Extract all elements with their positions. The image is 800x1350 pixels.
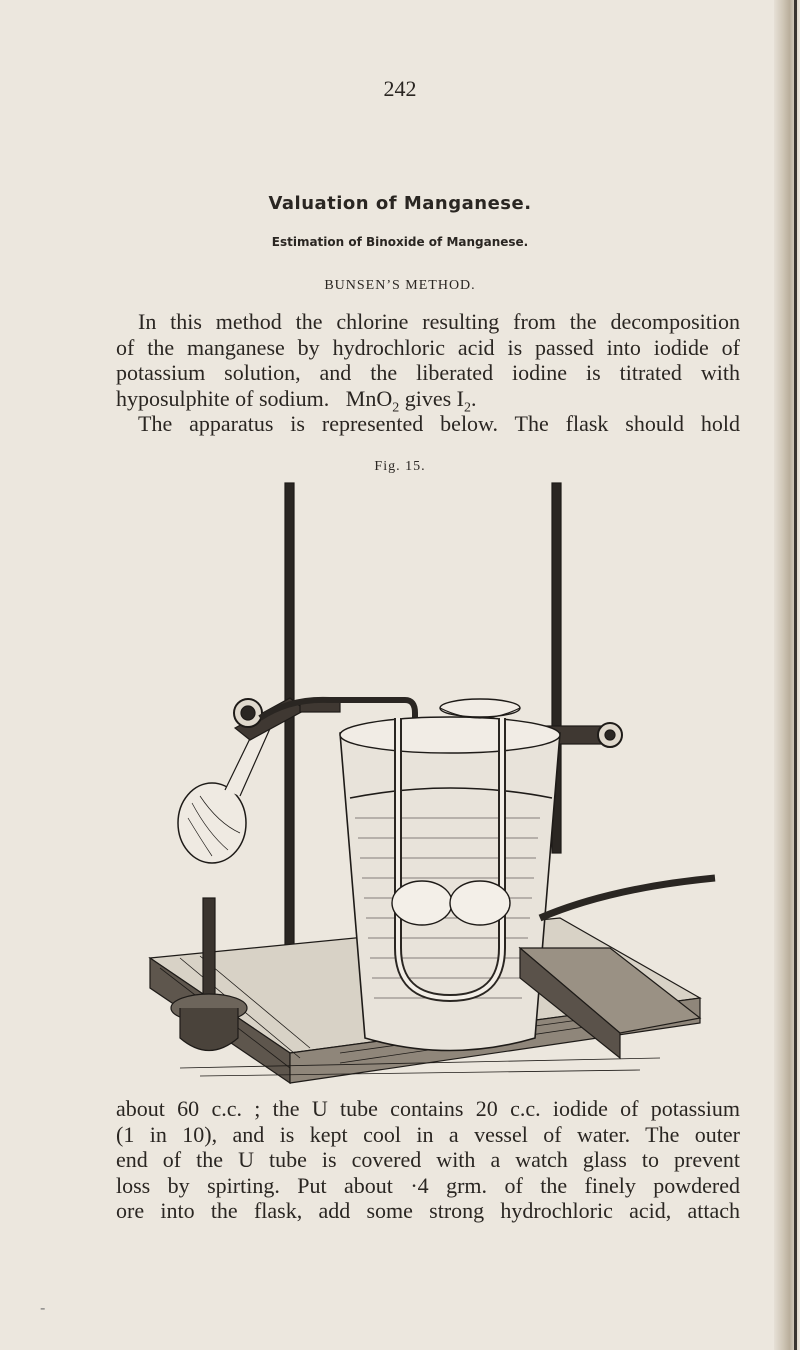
apparatus-illustration <box>140 478 720 1093</box>
text-line-with-formula <box>116 385 740 416</box>
page-title: Valuation of Manganese. <box>268 193 532 214</box>
outlet-hose <box>540 878 715 918</box>
flask-bulb <box>178 783 246 863</box>
text-line: ore into the flask, add some strong hydrochloric acid, attach <box>116 1198 740 1224</box>
section-subtitle: Estimation of Binoxide of Manganese. <box>271 235 529 249</box>
watch-glass <box>440 699 520 717</box>
formula: MnO$_2$ gives $I_2$. <box>345 385 477 416</box>
text-line: potassium solution, and the liberated iodine is titrated with <box>116 360 740 386</box>
text-line: loss by spirting. Put about ·4 grm. of the finely powdered <box>116 1172 740 1198</box>
method-heading: BUNSEN’S METHOD. <box>324 278 476 293</box>
paragraph-intro <box>116 309 740 437</box>
apparatus-engraving <box>140 478 720 1093</box>
text-line: of the manganese by hydrochloric acid is passed into iodide of <box>116 334 740 360</box>
text-line: end of the U tube is covered with a watch glass to prevent <box>116 1147 740 1173</box>
paragraph-procedure <box>116 1096 740 1224</box>
text-line: The apparatus is represented below. The flask should hold <box>138 411 740 437</box>
page-number: 242 <box>383 76 417 101</box>
text-line: about 60 c.c. ; the U tube contains 20 c.c. iodide of potassium <box>116 1096 740 1121</box>
text-line: hyposulphite of sodium. <box>116 385 330 411</box>
figure-caption: Fig. 15. <box>374 459 426 474</box>
text-line: (1 in 10), and is kept cool in a vessel of water. The outer <box>116 1121 740 1147</box>
text-line: In this method the chlorine resulting from the decomposition <box>138 309 740 334</box>
burner-stem <box>203 898 215 1008</box>
margin-mark: - <box>40 1298 46 1317</box>
